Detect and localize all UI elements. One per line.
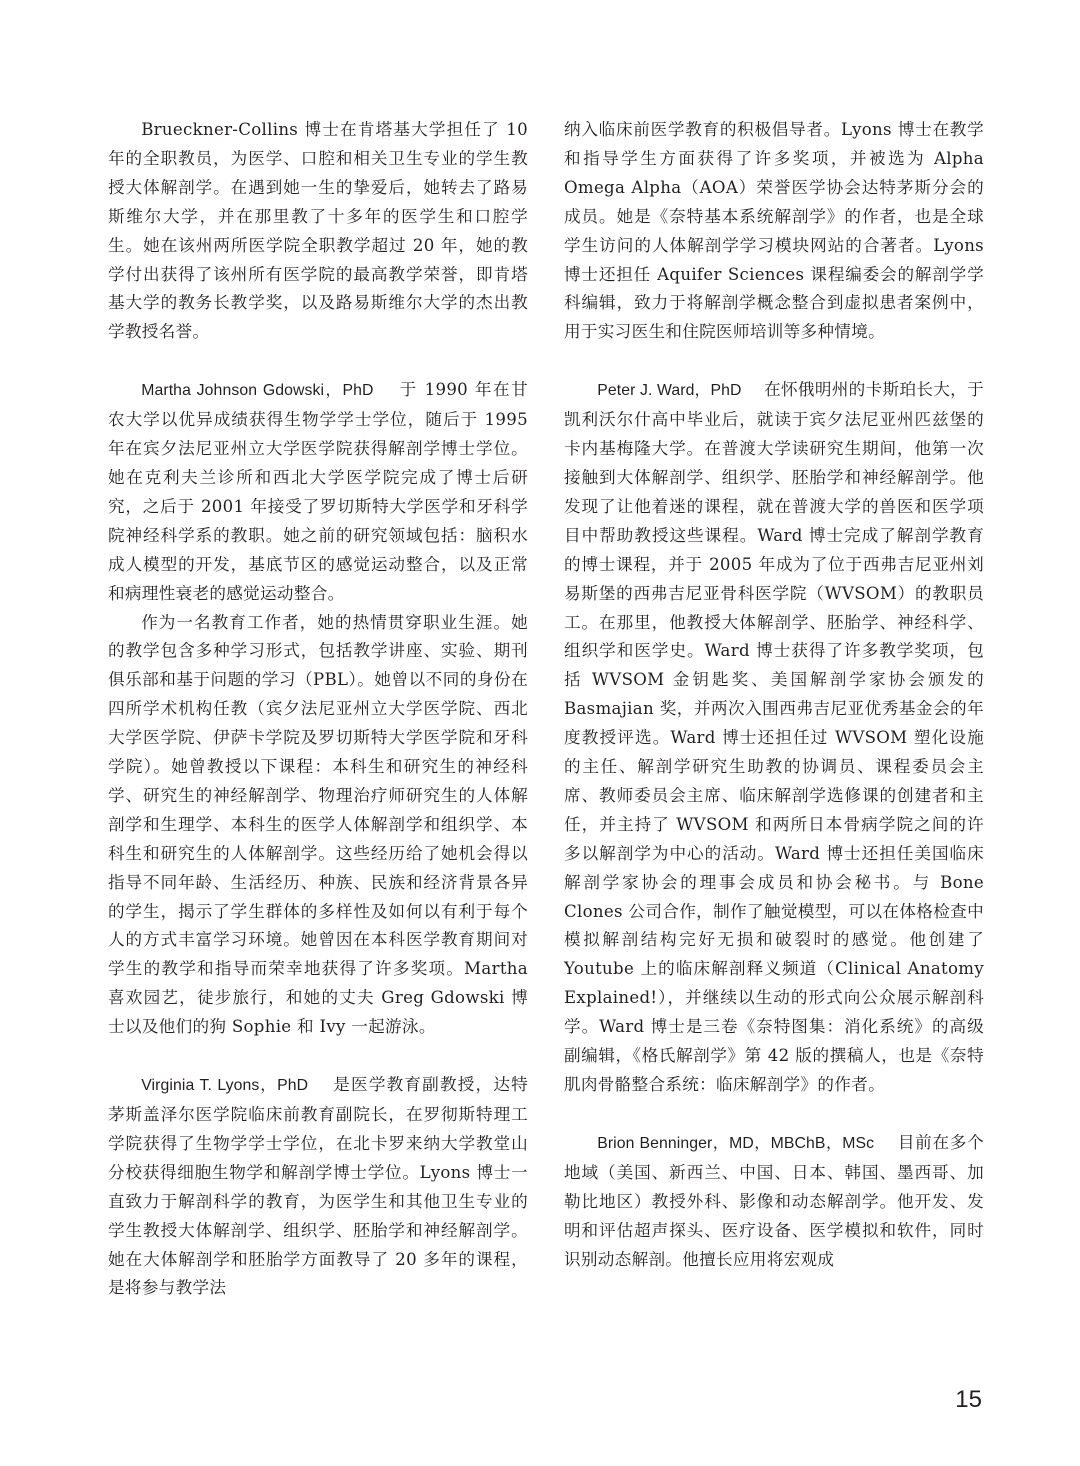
bio-paragraph-ward: [564, 376, 984, 1100]
paragraph-text: 目前在多个地域（美国、新西兰、中国、日本、韩国、墨西哥、加勒比地区）教授外科、影像和动态解剖学。他开发、发明和评估超声探头、医疗设备、医学模拟和软件，同时识别动态解剖。他擅长应用将宏观成: [564, 1132, 985, 1269]
bio-paragraph-lyons: [108, 1071, 528, 1303]
paragraph-text: 纳入临床前医学教育的积极倡导者。Lyons 博士在教学和指导学生方面获得了许多奖项，并被选为 Alpha Omega Alpha（AOA）荣誉医学协会达特茅斯分会的成员。她是《奈特基本系统解剖学》的作者，也是全球学生访问的人体解剖学学习模块网站的合著者。Lyons 博士还担任 Aquifer Sciences 课程编委会的解剖学学科编辑，致力于将解剖学概念整合到虚拟患者案例中，用于实习医生和住院医师培训等多种情境。: [564, 120, 984, 342]
bio-paragraph-gdowski-teaching: [108, 609, 528, 1043]
author-name: Peter J. Ward，PhD: [597, 382, 742, 400]
paragraph-text: 是医学教育副教授，达特茅斯盖泽尔医学院临床前教育副院长，在罗彻斯特理工学院获得了生物学学士学位，在北卡罗来纳大学教堂山分校获得细胞生物学和解剖学博士学位。Lyons 博士一直致力于解剖科学的教育，为医学生和其他卫生专业的学生教授大体解剖学、组织学、胚胎学和神经解剖学。她在大体解剖学和胚胎学方面教导了 20 多年的课程，是将参与教学法: [108, 1075, 528, 1298]
right-column: [564, 116, 984, 1274]
author-name: Brion Benninger，MD，MBChB，MSc: [597, 1134, 875, 1152]
paragraph-text: 在怀俄明州的卡斯珀长大，于凯利沃尔什高中毕业后，就读于宾夕法尼亚州匹兹堡的卡内基梅隆大学。在普渡大学读研究生期间，他第一次接触到大体解剖学、组织学、胚胎学和神经解剖学。他发现了让他着迷的课程，就在普渡大学的兽医和医学项目中帮助教授这些课程。Ward 博士完成了解剖学教育的博士课程，并于 2005 年成为了位于西弗吉尼亚州刘易斯堡的西弗吉尼亚骨科医学院（WVSOM）的教职员工。在那里，他教授大体解剖学、胚胎学、神经科学、组织学和医学史。Ward 博士获得了许多教学奖项，包括 WVSOM 金钥匙奖、美国解剖学家协会颁发的 Basmajian 奖，并两次入围西弗吉尼亚优秀基金会的年度教授评选。Ward 博士还担任过 WVSOM 塑化设施的主任、解剖学研究生助教的协调员、课程委员会主席、教师委员会主席、临床解剖学选修课的创建者和主任，并主持了 WVSOM 和两所日本骨病学院之间的许多以解剖学为中心的活动。Ward 博士还担任美国临床解剖学家协会的理事会成员和协会秘书。与 Bone Clones 公司合作，制作了触觉模型，可以在体格检查中模拟解剖结构完好无损和破裂时的感觉。他创建了 Youtube 上的临床解剖释义频道（Clinical Anatomy Explained!），并继续以生动的形式向公众展示解剖科学。Ward 博士是三卷《奈特图集：消化系统》的高级副编辑，《格氏解剖学》第 42 版的撰稿人，也是《奈特肌肉骨骼整合系统：临床解剖学》的作者。: [564, 380, 984, 1094]
bio-paragraph-gdowski: [108, 376, 528, 608]
author-name: Martha Johnson Gdowski，PhD: [141, 382, 374, 400]
bio-paragraph-benninger: [564, 1129, 984, 1275]
paragraph-text: 于 1990 年在甘农大学以优异成绩获得生物学学士学位，随后于 1995 年在宾夕法尼亚州立大学医学院获得解剖学博士学位。她在克利夫兰诊所和西北大学医学院完成了博士后研究，之后于 2001 年接受了罗切斯特大学医学和牙科学院神经科学系的教职。她之前的研究领域包括：脑积水成人模型的开发，基底节区的感觉运动整合，以及正常和病理性衰老的感觉运动整合。: [108, 380, 528, 603]
left-column: [108, 116, 528, 1303]
paragraph-text: 作为一名教育工作者，她的热情贯穿职业生涯。她的教学包含多种学习形式，包括教学讲座、实验、期刊俱乐部和基于问题的学习（PBL）。她曾以不同的身份在四所学术机构任教（宾夕法尼亚州立大学医学院、西北大学医学院、伊萨卡学院及罗切斯特大学医学院和牙科学院）。她曾教授以下课程：本科生和研究生的神经科学、研究生的神经解剖学、物理治疗师研究生的人体解剖学和生理学、本科生的医学人体解剖学和组织学、本科生和研究生的人体解剖学。这些经历给了她机会得以指导不同年龄、生活经历、种族、民族和经济背景各异的学生，揭示了学生群体的多样性及如何以有利于每个人的方式丰富学习环境。她曾因在本科医学教育期间对学生的教学和指导而荣幸地获得了许多奖项。Martha 喜欢园艺，徒步旅行，和她的丈夫 Greg Gdowski 博士以及他们的狗 Sophie 和 Ivy 一起游泳。: [108, 612, 528, 1037]
bio-paragraph-lyons-continued: [564, 116, 984, 347]
page-number: 15: [955, 1386, 982, 1413]
paragraph-text: Brueckner-Collins 博士在肯塔基大学担任了 10 年的全职教员，为医学、口腔和相关卫生专业的学生教授大体解剖学。在遇到她一生的挚爱后，她转去了路易斯维尔大学，并在那里教了十多年的医学生和口腔学生。她在该州两所医学院全职教学超过 20 年，她的教学付出获得了该州所有医学院的最高教学荣誉，即肯塔基大学的教务长教学奖，以及路易斯维尔大学的杰出教学教授名誉。: [108, 120, 528, 342]
bio-paragraph-brueckner-collins: [108, 116, 528, 347]
author-name: Virginia T. Lyons，PhD: [141, 1077, 309, 1095]
